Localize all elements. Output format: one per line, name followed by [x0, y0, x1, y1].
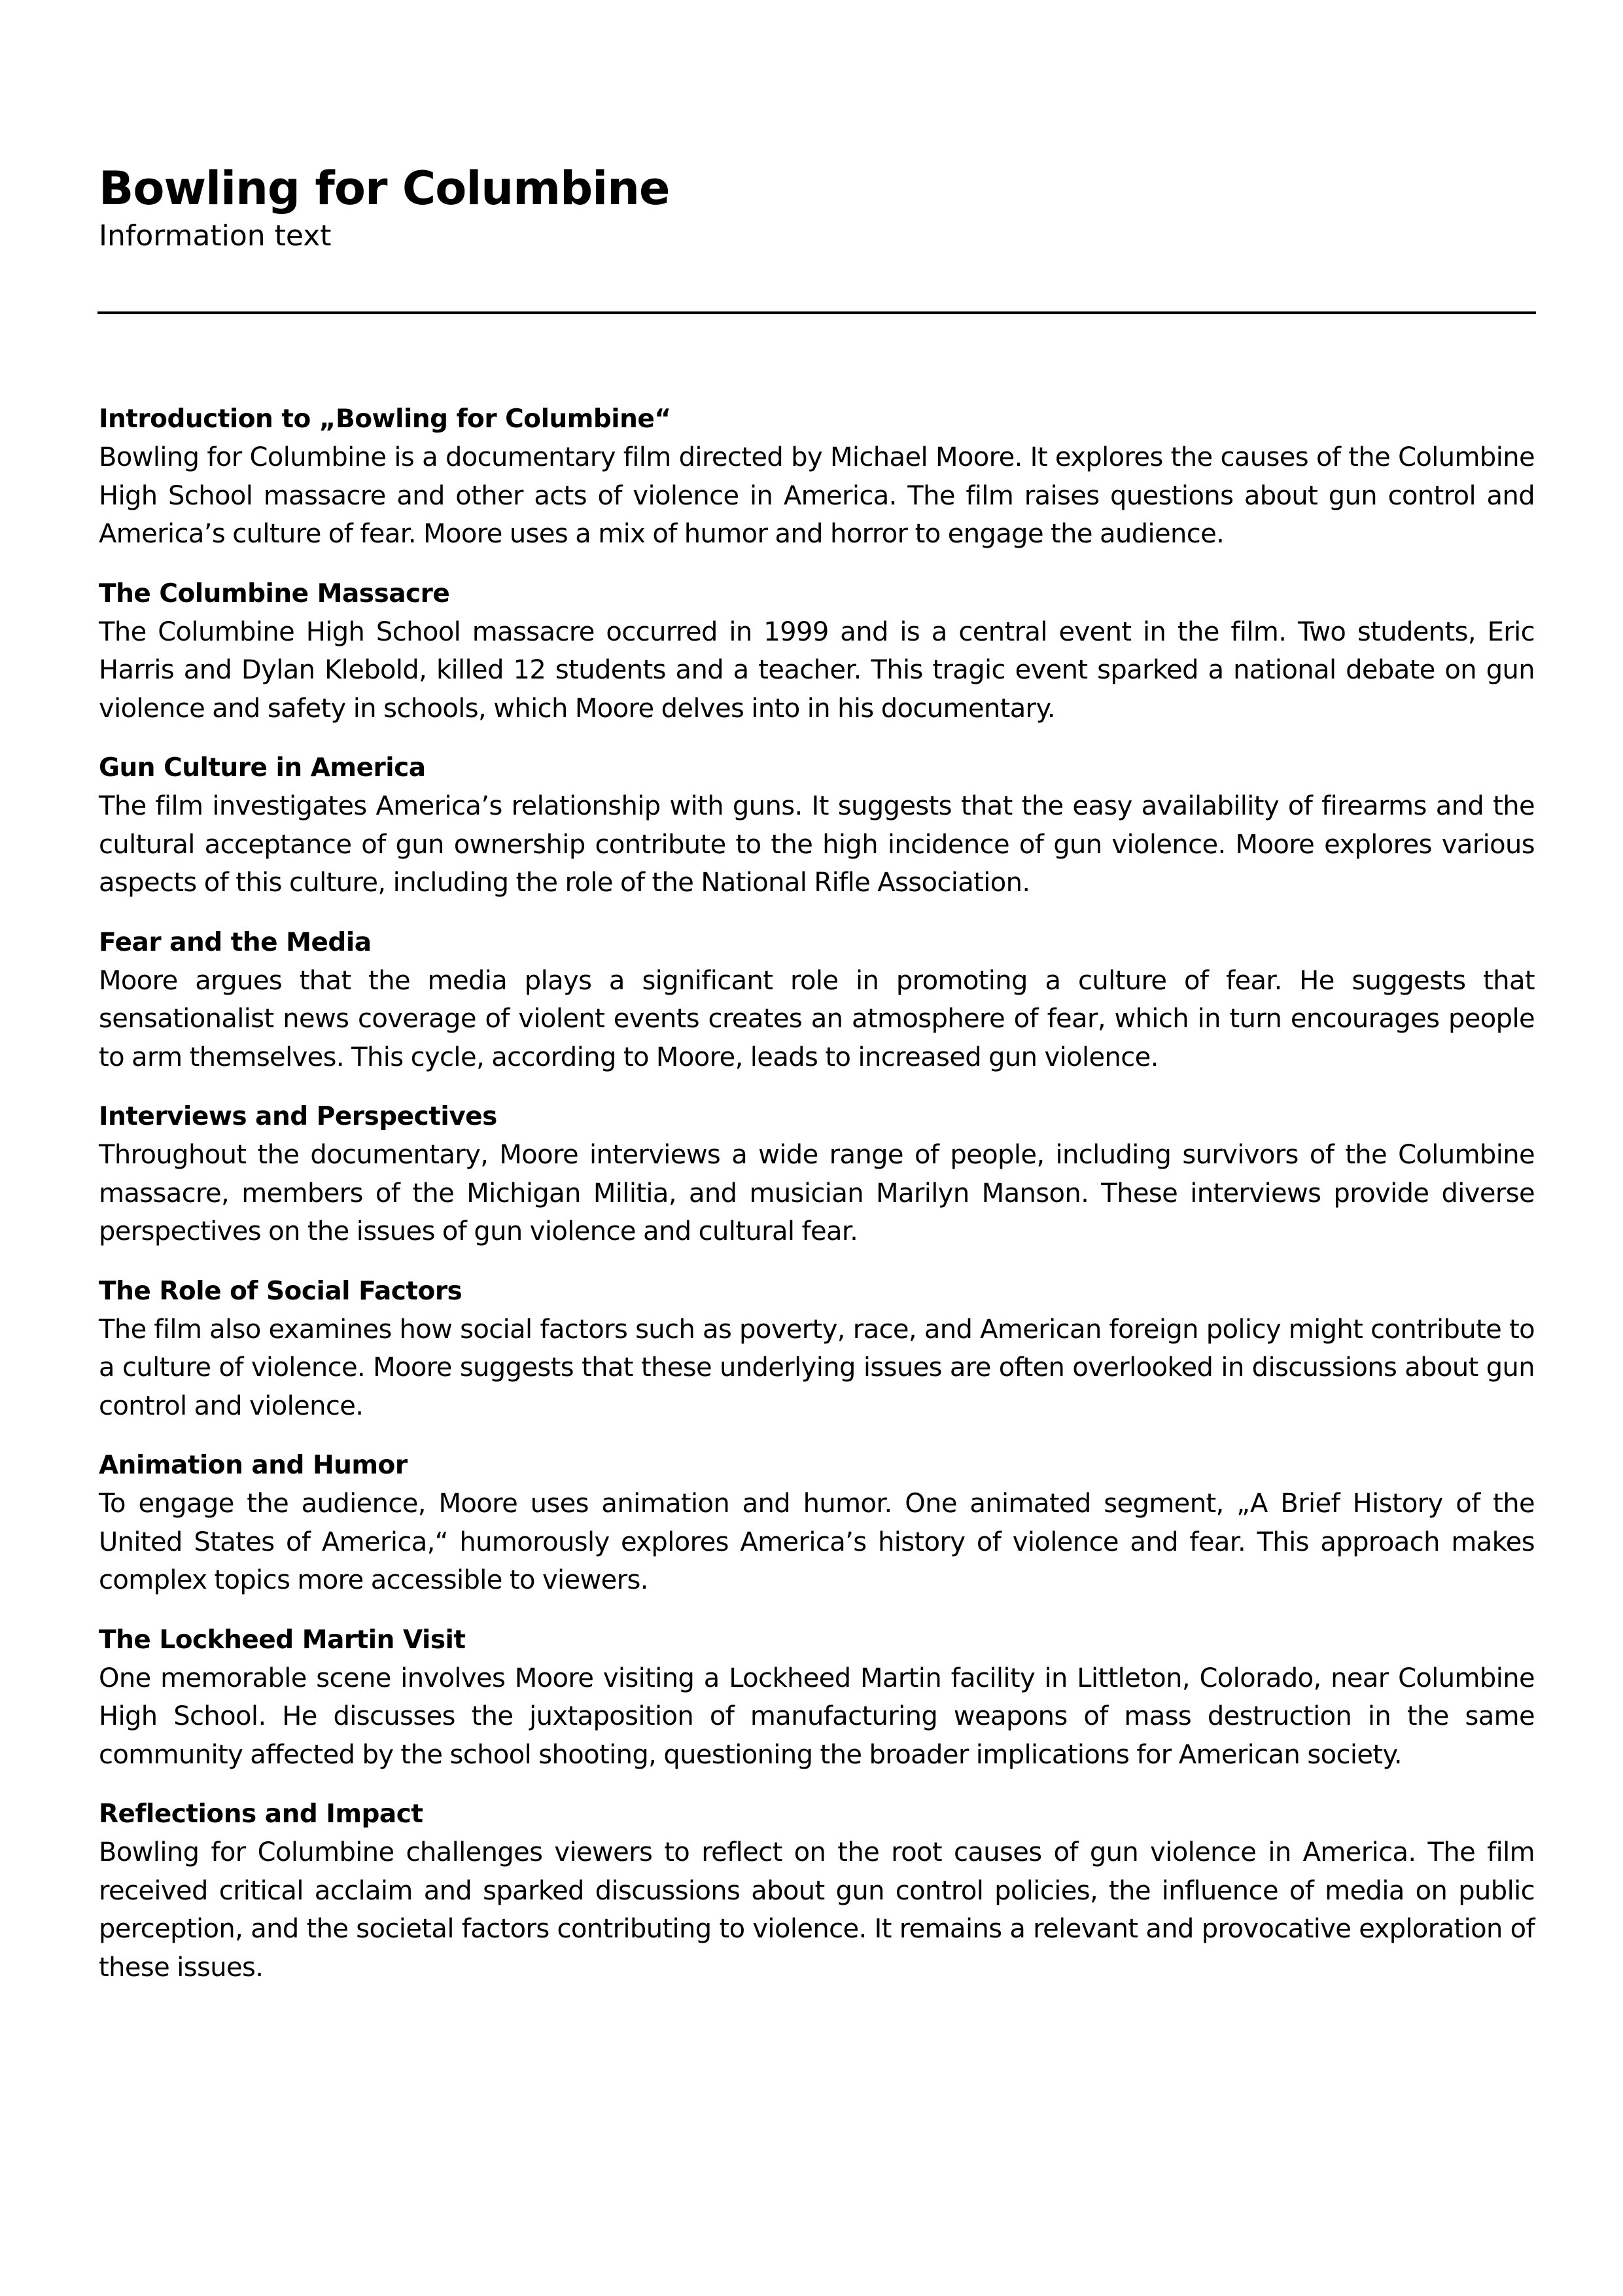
section-paragraph: To engage the audience, Moore uses animation and humor. One animated segment, „A Brief History of the United States of America,“ humorously explores America’s history of violence and fear. This approach makes complex topics more accessible to viewers.	[99, 1489, 1535, 1595]
section-introduction	[99, 400, 1535, 554]
section-heading: The Role of Social Factors	[99, 1276, 462, 1306]
section-heading: Gun Culture in America	[99, 753, 426, 783]
document-body	[99, 400, 1535, 2008]
section-lockheed-martin	[99, 1621, 1535, 1775]
section-heading: Reflections and Impact	[99, 1799, 423, 1829]
section-paragraph: The film investigates America’s relationship with guns. It suggests that the easy availability of firearms and the cultural acceptance of gun ownership contribute to the high incidence of gun violence. Moore explores various aspects of this culture, including the role of the National Rifle Association.	[99, 791, 1535, 898]
document-page	[99, 0, 1535, 2296]
section-fear-and-media	[99, 924, 1535, 1077]
section-heading: Introduction to „Bowling for Columbine“	[99, 404, 671, 434]
section-reflections	[99, 1795, 1535, 1987]
section-paragraph: Moore argues that the media plays a significant role in promoting a culture of fear. He suggests that sensationalist news coverage of violent events creates an atmosphere of fear, which in turn encourages people to arm themselves. This cycle, according to Moore, leads to increased gun violence.	[99, 965, 1535, 1072]
section-animation-humor	[99, 1447, 1535, 1600]
section-paragraph: Bowling for Columbine challenges viewers to reflect on the root causes of gun violence in America. The film received critical acclaim and sparked discussions about gun control policies, the influence of media on public perception, and the societal factors contributing to violence. It remains a relevant and provocative exploration of these issues.	[99, 1837, 1535, 1983]
document-title: Bowling for Columbine	[99, 162, 670, 215]
section-paragraph: One memorable scene involves Moore visiting a Lockheed Martin facility in Littleton, Colorado, near Columbine High School. He discusses the juxtaposition of manufacturing weapons of mass destruction in the same community affected by the school shooting, questioning the broader implications for American society.	[99, 1663, 1535, 1770]
section-gun-culture	[99, 749, 1535, 902]
section-columbine-massacre	[99, 575, 1535, 728]
title-divider	[97, 311, 1536, 314]
section-paragraph: The Columbine High School massacre occurred in 1999 and is a central event in the film. Two students, Eric Harris and Dylan Klebold, killed 12 students and a teacher. This tragic event sparked a national debate on gun violence and safety in schools, which Moore delves into in his documentary.	[99, 616, 1535, 724]
section-paragraph: The film also examines how social factors such as poverty, race, and American foreign policy might contribute to a culture of violence. Moore suggests that these underlying issues are often overlooked in discussions about gun control and violence.	[99, 1314, 1535, 1421]
section-heading: The Lockheed Martin Visit	[99, 1625, 466, 1655]
section-heading: Interviews and Perspectives	[99, 1102, 497, 1131]
section-heading: The Columbine Massacre	[99, 578, 450, 609]
section-interviews	[99, 1098, 1535, 1251]
section-heading: Fear and the Media	[99, 927, 372, 957]
document-subtitle: Information text	[99, 219, 332, 253]
section-paragraph: Bowling for Columbine is a documentary film directed by Michael Moore. It explores the causes of the Columbine High School massacre and other acts of violence in America. The film raises questions about gun control and America’s culture of fear. Moore uses a mix of humor and horror to engage the audience.	[99, 442, 1535, 549]
section-social-factors	[99, 1273, 1535, 1426]
section-heading: Animation and Humor	[99, 1451, 408, 1480]
section-paragraph: Throughout the documentary, Moore interviews a wide range of people, including survivors of the Columbine massacre, members of the Michigan Militia, and musician Marilyn Manson. These interviews provide diverse perspectives on the issues of gun violence and cultural fear.	[99, 1140, 1535, 1246]
